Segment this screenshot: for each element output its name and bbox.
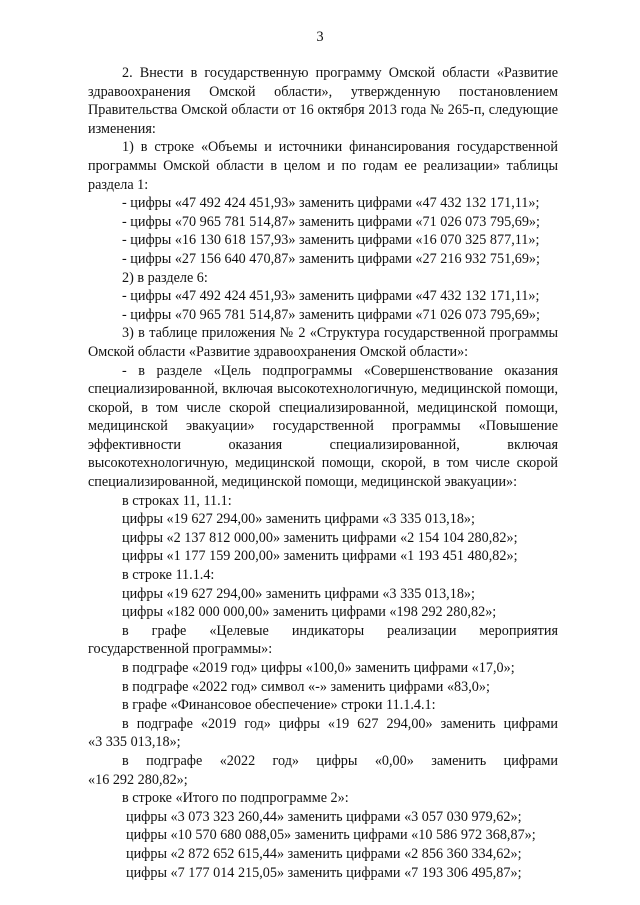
document-body bbox=[88, 64, 558, 882]
text-line: - цифры «70 965 781 514,87» заменить цифрами «71 026 073 795,69»; bbox=[122, 213, 540, 230]
text-line: скорой, в том числе скорой специализированной, медицинской помощи, bbox=[88, 399, 558, 416]
text-line: в подграфе «2019 год» цифры «19 627 294,00» заменить цифрами bbox=[122, 715, 558, 732]
text-line: цифры «7 177 014 215,05» заменить цифрами «7 193 306 495,87»; bbox=[126, 864, 522, 881]
text-line: 3) в таблице приложения № 2 «Структура государственной программы bbox=[122, 325, 558, 342]
text-line: медицинской эвакуации» государственной программы «Повышение bbox=[88, 418, 558, 435]
text-line: высокотехнологичную, медицинской помощи, скорой, в том числе скорой bbox=[88, 455, 558, 472]
text-line: изменения: bbox=[88, 120, 156, 137]
text-line: цифры «182 000 000,00» заменить цифрами «198 292 280,82»; bbox=[122, 604, 497, 621]
text-line: - цифры «47 492 424 451,93» заменить цифрами «47 432 132 171,11»; bbox=[122, 288, 540, 305]
page-number: 3 bbox=[316, 29, 324, 45]
text-line: 2) в разделе 6: bbox=[122, 269, 208, 286]
text-line: в графе «Финансовое обеспечение» строки 11.1.4.1: bbox=[122, 697, 436, 714]
text-line: в подграфе «2022 год» цифры «0,00» заменить цифрами bbox=[122, 752, 558, 769]
text-line: государственной программы»: bbox=[88, 641, 273, 658]
text-line: в подграфе «2019 год» цифры «100,0» заменить цифрами «17,0»; bbox=[122, 660, 515, 676]
text-line: цифры «19 627 294,00» заменить цифрами «3 335 013,18»; bbox=[122, 585, 475, 602]
text-line: цифры «19 627 294,00» заменить цифрами «3 335 013,18»; bbox=[122, 511, 475, 528]
text-line: - цифры «16 130 618 157,93» заменить цифрами «16 070 325 877,11»; bbox=[122, 232, 540, 249]
text-line: - в разделе «Цель подпрограммы «Совершенствование оказания bbox=[122, 362, 558, 379]
text-line: «3 335 013,18»; bbox=[88, 734, 181, 751]
text-line: цифры «3 073 323 260,44» заменить цифрами «3 057 030 979,62»; bbox=[126, 808, 522, 825]
text-line: 1) в строке «Объемы и источники финансирования государственной bbox=[122, 139, 558, 156]
text-line: программы Омской области в целом и по годам ее реализации» таблицы bbox=[88, 157, 558, 174]
text-line: Омской области «Развитие здравоохранения Омской области»: bbox=[88, 343, 469, 360]
text-line: цифры «1 177 159 200,00» заменить цифрами «1 193 451 480,82»; bbox=[122, 548, 518, 565]
text-line: здравоохранения Омской области», утвержденную постановлением bbox=[88, 83, 558, 100]
text-line: в строке 11.1.4: bbox=[122, 567, 215, 584]
text-line: 2. Внести в государственную программу Омской области «Развитие bbox=[122, 65, 558, 81]
text-line: в подграфе «2022 год» символ «-» заменить цифрами «83,0»; bbox=[122, 678, 490, 695]
text-line: в графе «Целевые индикаторы реализации мероприятия bbox=[122, 622, 558, 639]
text-line: в строках 11, 11.1: bbox=[122, 492, 232, 509]
text-line: Правительства Омской области от 16 октября 2013 года № 265-п, следующие bbox=[88, 102, 558, 119]
text-line: раздела 1: bbox=[88, 176, 149, 193]
text-line: цифры «2 137 812 000,00» заменить цифрами «2 154 104 280,82»; bbox=[122, 529, 518, 546]
text-line: эффективности оказания специализированной, включая bbox=[88, 436, 558, 453]
text-line: специализированной, включая высокотехнологичную, медицинской помощи, bbox=[88, 381, 558, 398]
text-line: - цифры «70 965 781 514,87» заменить цифрами «71 026 073 795,69»; bbox=[122, 306, 540, 323]
text-line: цифры «10 570 680 088,05» заменить цифрами «10 586 972 368,87»; bbox=[126, 827, 536, 844]
text-line: «16 292 280,82»; bbox=[88, 771, 188, 788]
text-line: специализированной, медицинской помощи, медицинской эвакуации»: bbox=[88, 474, 518, 491]
text-line: - цифры «47 492 424 451,93» заменить цифрами «47 432 132 171,11»; bbox=[122, 195, 540, 212]
text-line: цифры «2 872 652 615,44» заменить цифрами «2 856 360 334,62»; bbox=[126, 845, 522, 862]
text-line: в строке «Итого по подпрограмме 2»: bbox=[122, 790, 349, 807]
text-line: - цифры «27 156 640 470,87» заменить цифрами «27 216 932 751,69»; bbox=[122, 250, 540, 267]
